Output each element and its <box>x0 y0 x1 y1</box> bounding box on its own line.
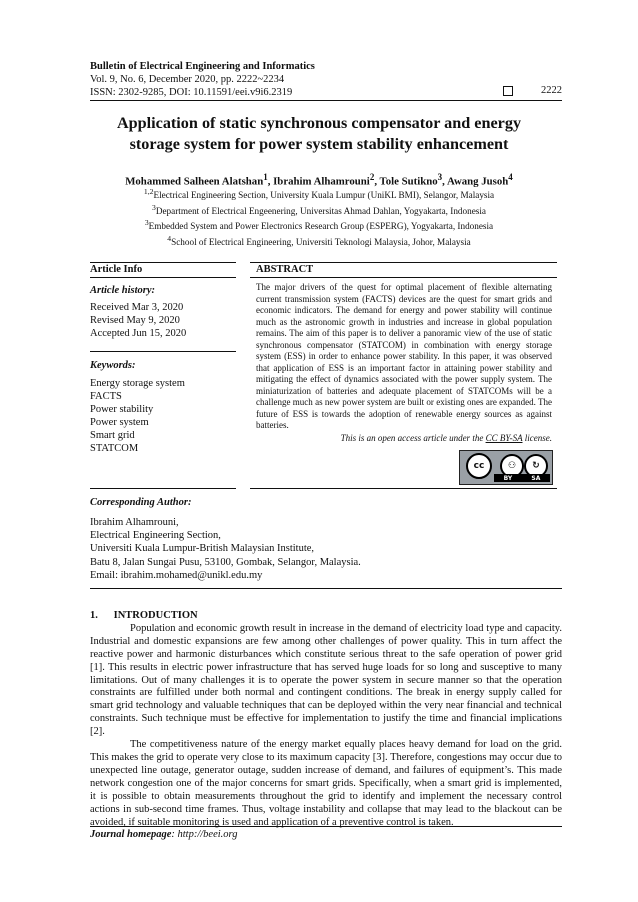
title-line-2: storage system for power system stability enhancement <box>129 135 509 153</box>
license-suffix: license. <box>522 433 552 443</box>
abstract-text: The major drivers of the quest for optimal placement of flexible alternating current transmission system (FACTS) devices are the quest for smart grids and economic indicators. The demand for energy and power stability will continue much as the astronomic growth in industries and increase in global population remains. The aim of this paper is to deliver a panoramic view of the use of static synchronous compensator (STATCOM) in combination with energy storage system (ESS) in order to enhance power stability. In this paper, it was observed that application of ESS is an important factor in attaining power stability and mitigating the effect of dynamics associated with the power supply system. The miniaturization of batteries and adequate placement of STATCOMs will be a challenge much as new power system are built or existing ones are expanded. The future of ESS is towards the adoption of renewable energy sources as against batteries. <box>256 282 552 430</box>
paper-title <box>80 113 558 155</box>
keyword: STATCOM <box>90 443 139 454</box>
affiliation: $^3$Department of Electrical Engeenering, Universitas Ahmad Dahlan, Yogyakarta, Indonesia <box>152 202 486 216</box>
keyword-list <box>90 377 185 455</box>
history-item: Received Mar 3, 2020 <box>90 302 184 313</box>
journal-issn: ISSN: 2302-9285, DOI: 10.11591/eei.v9i6.2319 <box>90 87 293 98</box>
paragraph: Population and economic growth result in increase in the demand of electricity load type and capacity. Industrial and domestic expansions are few among other challenges of power quality. This in turn affect the reactive power and harmonic disturbances which constitute serious threat to the safe operation of power grid [1]. This results in electric power infrastructure that has served huge loads for so long and susceptive to many limitations. Out of many challenges it is to operate the power system in secure manner so that the operation constraints are fulfilled under both normal and contingent conditions. The break in energy supply called for smart grid technology and valuable techniques that can be deployed within the very near financial and technical constraints. Such technique must be effective for implementation to justify the time and financial implications [2]. <box>90 622 562 738</box>
homepage-link[interactable]: http://beei.org <box>177 829 238 840</box>
keyword: FACTS <box>90 391 122 402</box>
corresponding-author <box>90 516 361 582</box>
rule <box>90 488 236 489</box>
page-number-area <box>503 85 562 96</box>
keyword: Power stability <box>90 404 154 415</box>
affiliation: $^{1,2}$Electrical Engineering Section, University Kuala Lumpur (UniKL BMI), Selangor, Malaysia <box>143 187 495 201</box>
page-number: 2222 <box>541 85 562 96</box>
keyword: Energy storage system <box>90 378 185 389</box>
footer-rule <box>90 826 562 827</box>
rule <box>250 488 557 489</box>
author: Awang Jusoh <box>446 175 509 188</box>
affiliation: $^3$Embedded System and Power Electronics Research Group (ESPERG), Yogyakarta, Indonesia <box>144 218 494 232</box>
author: Mohammed Salheen Alatshan <box>125 175 264 188</box>
rule <box>90 351 236 352</box>
history-item: Accepted Jun 15, 2020 <box>90 328 187 339</box>
license-line <box>256 433 552 443</box>
cc-by-label: BY <box>503 474 513 482</box>
author-sup: 2 <box>369 172 375 182</box>
rule <box>250 262 557 263</box>
history-list <box>90 301 186 340</box>
keyword: Smart grid <box>90 430 135 441</box>
paragraph: The competitiveness nature of the energy market equally places heavy demand for load on the grid. This makes the grid to operate very close to its maximum capacity [3]. Therefore, congestions may occur due to unexpected line outage, generator outage, sudden increase of demand, and failures of equipment’s. This made network congestion one of the major concerns for smart grids. Specifically, when a smart grid is implemented, it is possible to obtain measurements throughout the grid to identify and implement the necessary control actions in sub-second time frames. Thus, voltage instability and collapse that may lead to the blackout can be avoided, if suitable monitoring is used and application of a preventive control is taken. <box>90 739 562 828</box>
section-heading: 1. INTRODUCTION <box>90 610 198 621</box>
cc-icon: cc <box>466 453 492 479</box>
cc-badge-bar <box>494 474 550 482</box>
corresponding-label: Corresponding Author: <box>90 497 192 508</box>
introduction-section <box>90 610 562 829</box>
person-icon: ⚇ <box>500 454 524 478</box>
author-sup: 4 <box>508 172 513 182</box>
rule <box>90 262 236 263</box>
license-link[interactable]: CC BY-SA <box>485 433 523 443</box>
rule <box>90 588 562 589</box>
license-prefix: This is an open access article under the <box>340 433 486 443</box>
share-alike-icon: ↻ <box>524 454 548 478</box>
cc-by-sa-badge[interactable] <box>459 450 553 485</box>
author-sup: 3 <box>437 172 443 182</box>
affiliations <box>80 186 558 248</box>
abstract-header: ABSTRACT <box>256 264 314 275</box>
corresponding-line: Electrical Engineering Section, <box>90 530 221 542</box>
corresponding-line: Batu 8, Jalan Sungai Pusu, 53100, Gombak, Selangor, Malaysia. <box>90 556 361 568</box>
footer: Journal homepage: http://beei.org <box>90 829 238 840</box>
history-item: Revised May 9, 2020 <box>90 315 180 326</box>
journal-header <box>90 60 315 99</box>
author: Ibrahim Alhamrouni <box>273 175 370 188</box>
cc-sa-label: SA <box>531 474 541 482</box>
header-rule <box>90 100 562 101</box>
keywords-label: Keywords: <box>90 360 136 371</box>
square-icon <box>503 86 513 96</box>
rule <box>90 277 236 278</box>
corresponding-line: Universiti Kuala Lumpur-British Malaysian Institute, <box>90 543 315 555</box>
journal-name: Bulletin of Electrical Engineering and Informatics <box>90 61 315 72</box>
history-label: Article history: <box>90 285 156 296</box>
author-sup: 1 <box>263 172 268 182</box>
article-info-header: Article Info <box>90 264 143 275</box>
affiliation: $^4$School of Electrical Engineering, Universiti Teknologi Malaysia, Johor, Malaysia <box>167 233 471 247</box>
keyword: Power system <box>90 417 149 428</box>
author: Tole Sutikno <box>379 175 438 188</box>
footer-label: Journal homepage <box>90 829 172 840</box>
corresponding-line: Ibrahim Alhamrouni, <box>90 517 179 528</box>
journal-volume: Vol. 9, No. 6, December 2020, pp. 2222~2234 <box>90 74 285 85</box>
rule <box>250 277 557 278</box>
title-line-1: Application of static synchronous compensator and energy <box>116 114 522 132</box>
author-list: Mohammed Salheen Alatshan$^1$, Ibrahim Alhamrouni$^2$, Tole Sutikno$^3$, Awang Jusoh$^4$ <box>125 172 513 188</box>
corresponding-line: Email: ibrahim.mohamed@unikl.edu.my <box>90 569 263 581</box>
